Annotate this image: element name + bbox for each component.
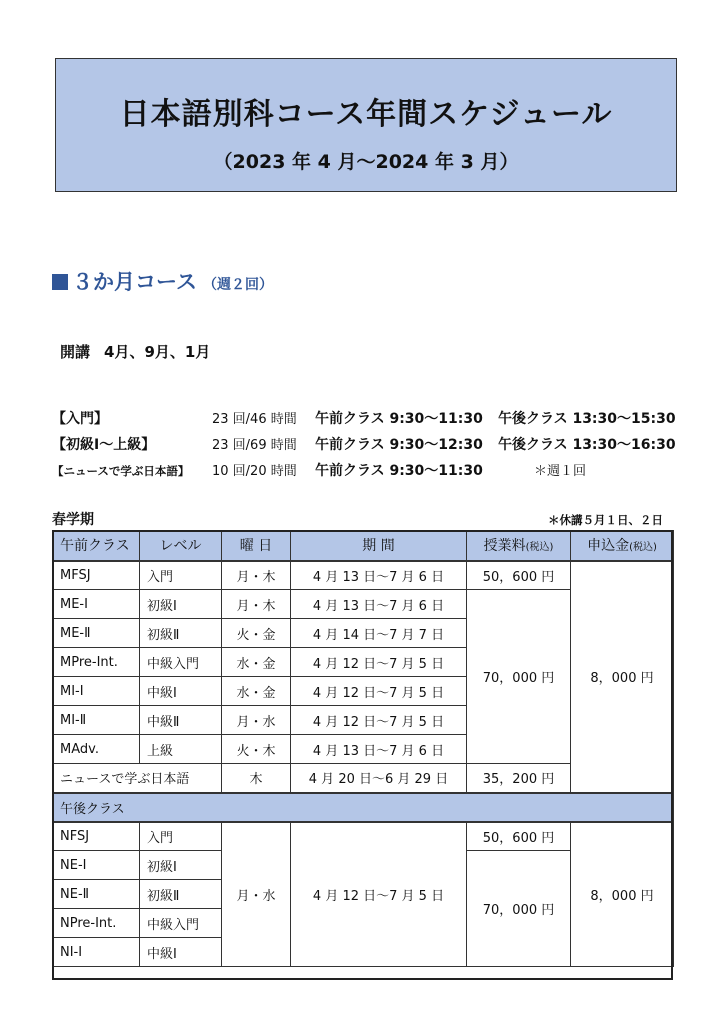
class-period: 4 月 13 日～7 月 6 日 (291, 590, 467, 619)
class-day: 水・金 (222, 648, 291, 677)
class-code: MI-Ⅰ (53, 677, 140, 706)
header-fee-tax: (税込) (629, 542, 657, 554)
course-name: ３か月コース (72, 270, 197, 294)
level-pm-time: 午後クラス 13:30～16:30 (498, 437, 676, 453)
pm-tuition-intro: 50，600 円 (467, 822, 571, 851)
open-label: 開講 (60, 343, 91, 361)
tuition-news: 35，200 円 (467, 764, 571, 793)
class-day: 水・金 (222, 677, 291, 706)
class-code: ME-Ⅰ (53, 590, 140, 619)
class-code: MAdv. (53, 735, 140, 764)
level-pm-time: 午後クラス 13:30～15:30 (498, 411, 676, 427)
course-frequency: （週２回） (202, 277, 273, 293)
class-code: MFSJ (53, 561, 140, 590)
level-am-time: 午前クラス 9:30～11:30 (315, 411, 483, 427)
class-day: 木 (222, 764, 291, 793)
class-level: 中級Ⅰ (140, 677, 222, 706)
class-code: NE-Ⅱ (53, 880, 140, 909)
header-day: 曜 日 (222, 531, 291, 561)
class-level: 中級入門 (140, 909, 222, 938)
square-bullet-icon (52, 274, 68, 290)
table-row (53, 561, 674, 590)
class-level: 中級Ⅰ (140, 938, 222, 967)
class-code: ニュースで学ぶ日本語 (53, 764, 222, 793)
class-level: 初級Ⅱ (140, 880, 222, 909)
class-code: ME-Ⅱ (53, 619, 140, 648)
pm-period: 4 月 12 日～7 月 5 日 (291, 822, 467, 967)
header-tuition-label: 授業料 (483, 538, 526, 555)
level-name: 【入門】 (52, 411, 108, 427)
class-period: 4 月 14 日～7 月 7 日 (291, 619, 467, 648)
tuition-main: 70，000 円 (467, 590, 571, 764)
pm-section-label: 午後クラス (53, 793, 674, 822)
class-level: 上級 (140, 735, 222, 764)
open-months: 4月、9月、1月 (104, 343, 211, 361)
class-day: 火・金 (222, 619, 291, 648)
application-fee-am: 8，000 円 (571, 561, 674, 793)
level-hours: 10 回/20 時間 (212, 464, 297, 479)
class-level: 入門 (140, 822, 222, 851)
page-title: 日本語別科コース年間スケジュール (119, 97, 613, 132)
holiday-note: ＊休講５月１日、２日 (548, 513, 663, 527)
class-level: 初級Ⅰ (140, 590, 222, 619)
level-row-intro (52, 408, 676, 428)
class-code: NE-Ⅰ (53, 851, 140, 880)
class-level: 中級入門 (140, 648, 222, 677)
pm-day: 月・水 (222, 822, 291, 967)
class-code: NPre-Int. (53, 909, 140, 938)
table-row (53, 822, 674, 851)
pm-tuition-main: 70，000 円 (467, 851, 571, 967)
open-months-line (60, 341, 210, 362)
page-subtitle: （2023 年 4 月～2024 年 3 月） (213, 151, 519, 173)
class-day: 月・水 (222, 706, 291, 735)
tuition-intro: 50，600 円 (467, 561, 571, 590)
class-code: MPre-Int. (53, 648, 140, 677)
class-period: 4 月 13 日～7 月 6 日 (291, 561, 467, 590)
class-level: 入門 (140, 561, 222, 590)
level-hours: 23 回/46 時間 (212, 412, 297, 427)
header-level: レベル (140, 531, 222, 561)
level-hours: 23 回/69 時間 (212, 438, 297, 453)
level-am-time: 午前クラス 9:30～12:30 (315, 437, 483, 453)
class-code: NI-Ⅰ (53, 938, 140, 967)
class-period: 4 月 20 日～6 月 29 日 (291, 764, 467, 793)
class-period: 4 月 12 日～7 月 5 日 (291, 677, 467, 706)
level-note: ＊週１回 (534, 464, 587, 479)
level-am-time: 午前クラス 9:30～11:30 (315, 463, 483, 479)
course-heading (52, 266, 273, 296)
level-name: 【ニュースで学ぶ日本語】 (52, 464, 190, 478)
class-code: NFSJ (53, 822, 140, 851)
class-level: 初級Ⅰ (140, 851, 222, 880)
term-label: 春学期 (52, 512, 94, 528)
title-banner (55, 58, 677, 192)
application-fee-pm: 8，000 円 (571, 822, 674, 967)
class-period: 4 月 12 日～7 月 5 日 (291, 648, 467, 677)
header-fee-label: 申込金 (587, 538, 630, 555)
class-level: 中級Ⅱ (140, 706, 222, 735)
header-class: 午前クラス (53, 531, 140, 561)
header-fee (571, 531, 674, 561)
header-tuition-tax: (税込) (525, 542, 554, 554)
header-period: 期 間 (291, 531, 467, 561)
level-name: 【初級Ⅰ～上級】 (52, 437, 156, 453)
schedule-table (52, 530, 674, 967)
class-code: MI-Ⅱ (53, 706, 140, 735)
header-tuition (467, 531, 571, 561)
pm-section-row (53, 793, 674, 822)
class-day: 月・木 (222, 590, 291, 619)
class-level: 初級Ⅱ (140, 619, 222, 648)
table-header-row (53, 531, 674, 561)
class-day: 火・木 (222, 735, 291, 764)
level-row-news (52, 460, 586, 480)
class-day: 月・木 (222, 561, 291, 590)
class-period: 4 月 13 日～7 月 6 日 (291, 735, 467, 764)
class-period: 4 月 12 日～7 月 5 日 (291, 706, 467, 735)
level-row-beginner-advanced (52, 434, 676, 454)
